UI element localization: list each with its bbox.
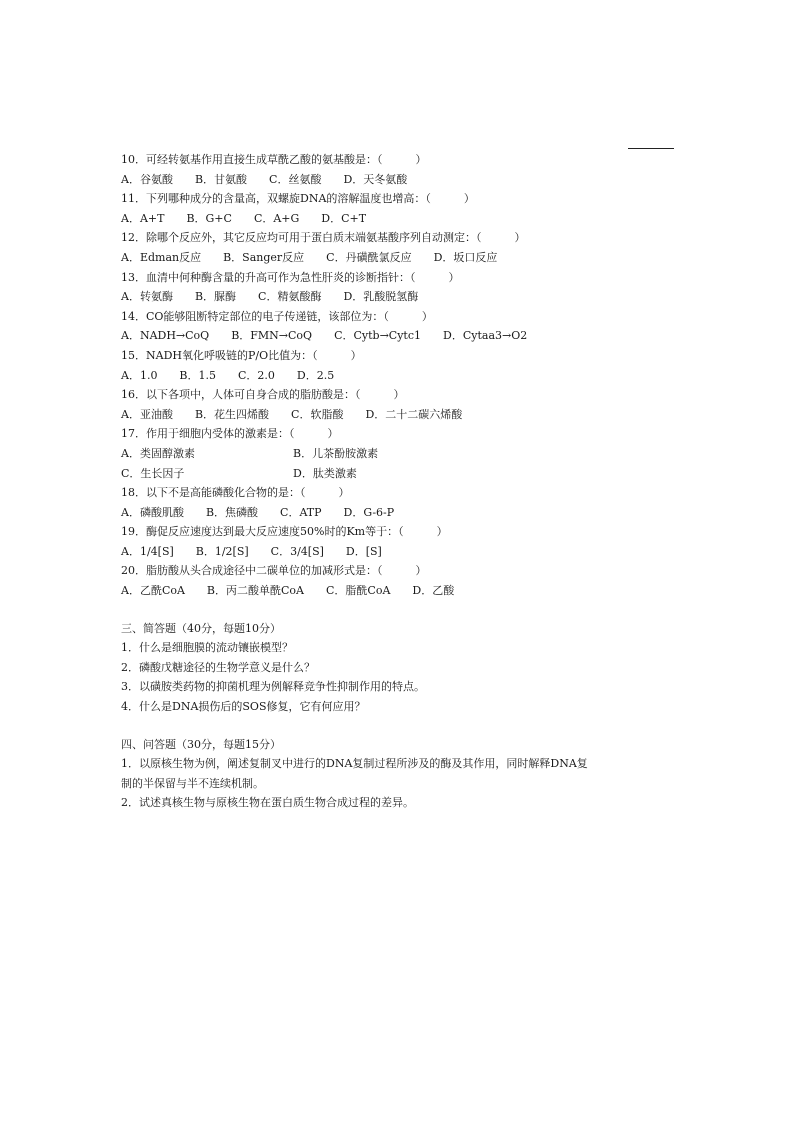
section-title: 三、简答题（40分，每题10分） <box>121 621 281 635</box>
question-options: A．Edman反应 B．Sanger反应 C．丹磺酰氯反应 D．坂口反应 <box>121 250 498 264</box>
essay-item-1-line-1: 1．以原核生物为例，阐述复制叉中进行的DNA复制过程所涉及的酶及其作用，同时解释DNA复 <box>121 757 588 771</box>
question-text: 12．除哪个反应外，其它反应均可用于蛋白质末端氨基酸序列自动测定：（ ） <box>121 231 526 245</box>
question-10 <box>121 150 681 189</box>
question-15 <box>121 346 681 385</box>
exam-content <box>121 150 681 813</box>
section-essay <box>121 735 681 813</box>
question-options-row <box>121 464 681 484</box>
section-spacer <box>121 601 681 619</box>
option-a: A．类固醇激素 <box>121 446 195 460</box>
question-options: A．磷酸肌酸 B．焦磷酸 C．ATP D．G-6-P <box>121 505 395 519</box>
question-19 <box>121 522 681 561</box>
option-c: C．生长因子 <box>121 466 185 480</box>
question-options-row <box>121 444 681 464</box>
question-14 <box>121 307 681 346</box>
section-short-answer <box>121 619 681 717</box>
short-answer-item-3: 3．以磺胺类药物的抑菌机理为例解释竞争性抑制作用的特点。 <box>121 680 425 694</box>
question-options: A．1/4[S] B．1/2[S] C．3/4[S] D．[S] <box>121 544 382 558</box>
option-d: D．肽类激素 <box>293 466 357 480</box>
question-text: 13．血清中何种酶含量的升高可作为急性肝炎的诊断指针：（ ） <box>121 270 460 284</box>
short-answer-item-4: 4．什么是DNA损伤后的SOS修复，它有何应用？ <box>121 700 366 714</box>
section-title: 四、问答题（30分，每题15分） <box>121 737 281 751</box>
question-options: A．NADH→CoQ B．FMN→CoQ C．Cytb→Cytc1 D．Cytaa3→O2 <box>121 329 528 343</box>
question-options: A．亚油酸 B．花生四烯酸 C．软脂酸 D．二十二碳六烯酸 <box>121 407 463 421</box>
short-answer-item-2: 2．磷酸戊糖途径的生物学意义是什么？ <box>121 660 315 674</box>
question-text: 18．以下不是高能磷酸化合物的是：（ ） <box>121 486 350 500</box>
question-text: 17．作用于细胞内受体的激素是：（ ） <box>121 427 339 441</box>
question-text: 16．以下各项中，人体可自身合成的脂肪酸是：（ ） <box>121 388 405 402</box>
essay-item-2: 2．试述真核生物与原核生物在蛋白质生物合成过程的差异。 <box>121 796 414 810</box>
option-b: B．儿茶酚胺激素 <box>293 446 379 460</box>
question-12 <box>121 228 681 267</box>
question-text: 20．脂肪酸从头合成途径中二碳单位的加减形式是：（ ） <box>121 564 427 578</box>
section-spacer <box>121 717 681 735</box>
question-text: 11．下列哪种成分的含量高，双螺旋DNA的溶解温度也增高：（ ） <box>121 192 475 206</box>
question-options: A．谷氨酸 B．甘氨酸 C．丝氨酸 D．天冬氨酸 <box>121 172 408 186</box>
question-20 <box>121 561 681 600</box>
question-16 <box>121 385 681 424</box>
top-rule <box>628 148 674 149</box>
question-options: A．1.0 B．1.5 C．2.0 D．2.5 <box>121 368 335 382</box>
question-options: A．转氨酶 B．脲酶 C．精氨酸酶 D．乳酸脱氢酶 <box>121 290 419 304</box>
question-options: A．乙酰CoA B．丙二酸单酰CoA C．脂酰CoA D．乙酸 <box>121 584 455 598</box>
question-13 <box>121 268 681 307</box>
essay-item-1-line-2: 制的半保留与半不连续机制。 <box>121 776 264 790</box>
short-answer-item-1: 1．什么是细胞膜的流动镶嵌模型？ <box>121 641 293 655</box>
question-text: 10．可经转氨基作用直接生成草酰乙酸的氨基酸是：（ ） <box>121 153 427 166</box>
question-text: 14．CO能够阻断特定部位的电子传递链，该部位为：（ ） <box>121 309 433 323</box>
question-11 <box>121 189 681 228</box>
question-text: 15．NADH氧化呼吸链的P/O比值为：（ ） <box>121 348 362 362</box>
question-options: A．A+T B．G+C C．A+G D．C+T <box>121 211 367 225</box>
question-18 <box>121 483 681 522</box>
question-text: 19．酶促反应速度达到最大反应速度50%时的Km等于：（ ） <box>121 525 448 539</box>
question-17 <box>121 424 681 483</box>
